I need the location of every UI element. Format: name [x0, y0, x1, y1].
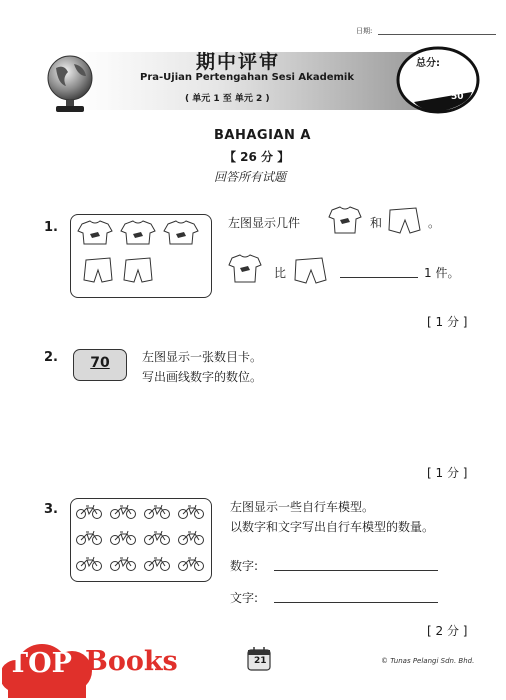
- question-1-number: 1.: [44, 220, 58, 235]
- shorts-icon: [84, 258, 152, 282]
- question-1-marks: [ 1 分 ]: [427, 315, 468, 329]
- score-total: 50: [451, 92, 464, 102]
- units-label: ( 单元 1 至 单元 2 ): [185, 94, 270, 104]
- number-answer-line[interactable]: [274, 570, 438, 571]
- question-1-text-a: 左图显示几件: [228, 216, 301, 230]
- question-3-line-1: 左图显示一些自行车模型。: [230, 500, 375, 514]
- shirt-icon: [226, 254, 264, 286]
- date-answer-line[interactable]: [378, 34, 496, 35]
- section-title: BAHAGIAN A: [214, 128, 311, 143]
- shirt-icon: [326, 206, 362, 236]
- date-label: 日期:: [356, 27, 373, 35]
- question-1-text-and: 和: [370, 216, 383, 230]
- question-1-text-compare: 比: [274, 266, 287, 280]
- bicycle-icon: [77, 505, 204, 571]
- words-answer-line[interactable]: [274, 602, 438, 603]
- question-3-line-2: 以数字和文字写出自行车模型的数量。: [230, 520, 435, 534]
- question-1-text-end: 。: [428, 216, 441, 230]
- number-card-value: 70: [90, 355, 110, 371]
- number-answer-label: 数字:: [230, 559, 259, 573]
- shorts-icon: [292, 256, 330, 286]
- question-2-marks: [ 1 分 ]: [427, 466, 468, 480]
- copyright-text: © Tunas Pelangi Sdn. Bhd.: [381, 657, 475, 665]
- topbooks-logo-top: TOP: [8, 648, 72, 679]
- bicycles-picture: [74, 502, 206, 576]
- question-1-text-unit: 1 件。: [424, 266, 460, 280]
- section-marks: 【 26 分 】: [224, 150, 290, 164]
- score-label: 总分:: [416, 58, 440, 69]
- question-3-marks: [ 2 分 ]: [427, 624, 468, 638]
- clothes-picture: [76, 220, 206, 292]
- topbooks-logo-books: Books: [85, 646, 178, 677]
- globe-icon: [44, 54, 96, 116]
- page-number: 21: [254, 656, 267, 666]
- question-1-answer-line[interactable]: [340, 277, 418, 278]
- section-instruction: 回答所有试题: [214, 170, 287, 184]
- question-2-number: 2.: [44, 350, 58, 365]
- words-answer-label: 文字:: [230, 591, 259, 605]
- question-3-number: 3.: [44, 502, 58, 517]
- page-subtitle: Pra-Ujian Pertengahan Sesi Akademik: [140, 72, 355, 83]
- question-2-line-2: 写出画线数字的数位。: [142, 370, 263, 384]
- shorts-icon: [386, 206, 424, 236]
- page-title: 期中评审: [196, 51, 281, 73]
- question-2-line-1: 左图显示一张数目卡。: [142, 350, 263, 364]
